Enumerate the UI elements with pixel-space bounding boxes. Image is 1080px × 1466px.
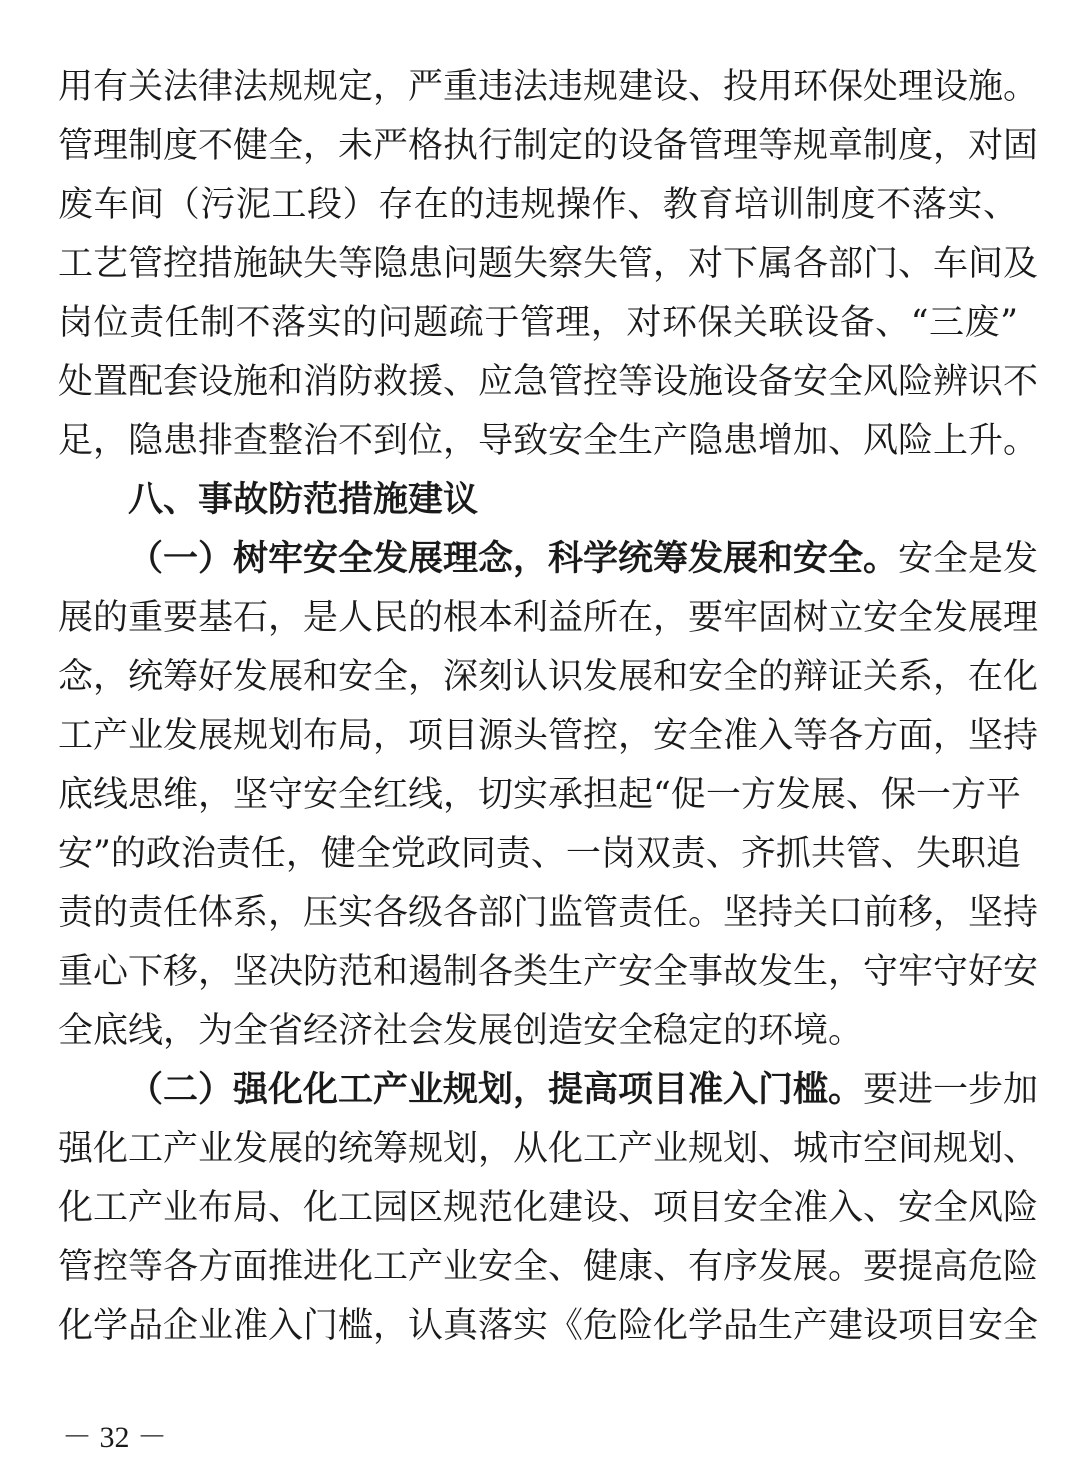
body-line: 处置配套设施和消防救援、应急管控等设施设备安全风险辨识不 xyxy=(58,362,1039,402)
item1-line: 重心下移，坚决防范和遏制各类生产安全事故发生，守牢守好安 xyxy=(58,952,1039,992)
item1-line: 念，统筹好发展和安全，深刻认识发展和安全的辩证关系，在化 xyxy=(58,657,1039,697)
item2-first-line xyxy=(58,1061,1039,1120)
item2-line: 管控等各方面推进化工产业安全、健康、有序发展。要提高危险 xyxy=(58,1247,1039,1287)
item1-line: 责的责任体系，压实各级各部门监管责任。坚持关口前移，坚持 xyxy=(58,893,1039,933)
item2-line: 化学品企业准入门槛，认真落实《危险化学品生产建设项目安全 xyxy=(58,1306,1039,1346)
item2-first-line-rest: 要进一步加 xyxy=(863,1070,1039,1110)
item1-line: 工产业发展规划布局，项目源头管控，安全准入等各方面，坚持 xyxy=(58,716,1039,756)
page-number: － 32 － xyxy=(62,1421,167,1454)
item1-line: 安”的政治责任，健全党政同责、一岗双责、齐抓共管、失职追 xyxy=(58,834,1021,874)
body-line: 岗位责任制不落实的问题疏于管理，对环保关联设备、“三废” xyxy=(58,303,1018,343)
section-heading: 八、事故防范措施建议 xyxy=(128,480,479,520)
item1-line: 全底线，为全省经济社会发展创造安全稳定的环境。 xyxy=(58,1011,864,1051)
item1-line: 展的重要基石，是人民的根本利益所在，要牢固树立安全发展理 xyxy=(58,598,1039,638)
item2-title: （二）强化化工产业规划，提高项目准入门槛。 xyxy=(128,1070,864,1110)
item1-first-line-rest: 安全是发 xyxy=(898,539,1039,579)
body-line: 废车间（污泥工段）存在的违规操作、教育培训制度不落实、 xyxy=(58,185,1018,225)
item1-first-line xyxy=(58,530,1039,589)
item2-line: 化工产业布局、化工园区规范化建设、项目安全准入、安全风险 xyxy=(58,1188,1039,1228)
item2-line: 强化工产业发展的统筹规划，从化工产业规划、城市空间规划、 xyxy=(58,1129,1039,1169)
body-line: 足，隐患排查整治不到位，导致安全生产隐患增加、风险上升。 xyxy=(58,421,1039,461)
document-page xyxy=(58,58,1039,1356)
item1-title: （一）树牢安全发展理念，科学统筹发展和安全。 xyxy=(128,539,899,579)
body-line: 用有关法律法规规定，严重违法违规建设、投用环保处理设施。 xyxy=(58,67,1039,107)
body-line: 管理制度不健全，未严格执行制定的设备管理等规章制度，对固 xyxy=(58,126,1039,166)
item1-line: 底线思维，坚守安全红线，切实承担起“促一方发展、保一方平 xyxy=(58,775,1021,815)
body-line: 工艺管控措施缺失等隐患问题失察失管，对下属各部门、车间及 xyxy=(58,244,1039,284)
